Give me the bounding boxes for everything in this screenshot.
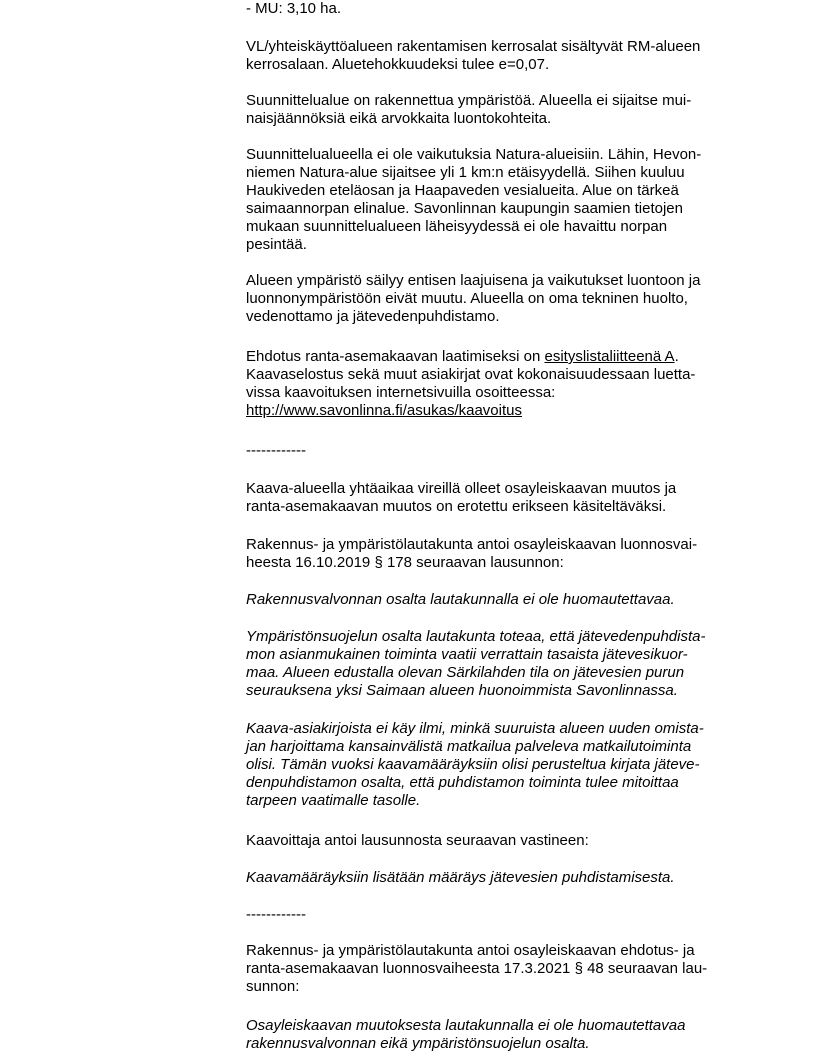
separator-line: ------------: [246, 906, 306, 923]
text-line: rakennusvalvonnan eikä ympäristönsuojelun osalta.: [246, 1035, 590, 1052]
text-line: denpuhdistamon osalta, että puhdistamon toiminta tulee mitoittaa: [246, 774, 679, 791]
text-line: - MU: 3,10 ha.: [246, 0, 342, 17]
area-size-item: [246, 0, 766, 18]
text-line: VL/yhteiskäyttöalueen rakentamisen kerrosalat sisältyvät RM-alueen: [246, 38, 701, 55]
text-line: Rakennus- ja ympäristölautakunta antoi osayleiskaavan luonnosvai-: [246, 536, 698, 553]
planning-website-link[interactable]: http://www.savonlinna.fi/asukas/kaavoitus: [246, 402, 522, 419]
text-line: sunnon:: [246, 978, 300, 995]
text-line: pesintää.: [246, 236, 307, 253]
text-line: mukaan suunnittelualueen läheisyydessä ei ole havaittu norpan: [246, 218, 668, 235]
text-line: vedenottamo ja jätevedenpuhdistamo.: [246, 308, 500, 325]
text-fragment: .: [674, 348, 679, 365]
separator: [246, 906, 766, 924]
text-line: tarpeen vaatimalle tasolle.: [246, 792, 421, 809]
text-line: Haukiveden eteläosan ja Haapaveden vesialueita. Alue on tärkeä: [246, 182, 679, 199]
text-line: mon asianmukainen toiminta vaatii verrattain tasaista jätevesikuor-: [246, 646, 688, 663]
building-control-statement: [246, 591, 766, 609]
text-line: jan harjoittama kansainvälistä matkailua palveleva matkailutoiminta: [246, 738, 692, 755]
proposal-paragraph: [246, 348, 766, 420]
built-environment-paragraph: [246, 92, 766, 128]
text-line: niemen Natura-alue sijaitsee yli 1 km:n etäisyydellä. Siihen kuuluu: [246, 164, 685, 181]
text-line: naisjäännöksiä eikä arvokkaita luontokohteita.: [246, 110, 552, 127]
text-line: Kaava-alueella yhtäaikaa vireillä olleet osayleiskaavan muutos ja: [246, 480, 677, 497]
text-line: Ympäristönsuojelun osalta lautakunta toteaa, että jätevedenpuhdista-: [246, 628, 706, 645]
text-line: maa. Alueen edustalla olevan Särkilahden tila on jätevesien purun: [246, 664, 685, 681]
text-line: Alueen ympäristö säilyy entisen laajuisena ja vaikutukset luontoon ja: [246, 272, 701, 289]
text-line: luonnonympäristöön eivät muutu. Alueella on oma tekninen huolto,: [246, 290, 688, 307]
text-line: heesta 16.10.2019 § 178 seuraavan lausunnon:: [246, 554, 564, 571]
separated-plans-paragraph: [246, 480, 766, 516]
text-line: Rakennus- ja ympäristölautakunta antoi osayleiskaavan ehdotus- ja: [246, 942, 695, 959]
natura-paragraph: [246, 146, 766, 254]
text-line: Kaavamääräyksiin lisätään määräys jätevesien puhdistamisesta.: [246, 869, 675, 886]
text-fragment: Ehdotus ranta-asemakaavan laatimiseksi on: [246, 348, 545, 365]
separator: [246, 442, 766, 460]
master-plan-statement: [246, 1017, 766, 1053]
text-line: Kaava-asiakirjoista ei käy ilmi, minkä suuruista alueen uuden omista-: [246, 720, 704, 737]
text-line: vissa kaavoituksen internetsivuilla osoitteessa:: [246, 384, 556, 401]
board-statement-2019-paragraph: [246, 536, 766, 572]
board-statement-2021-paragraph: [246, 942, 766, 996]
attachment-link[interactable]: esityslistaliitteenä A: [544, 348, 675, 365]
text-line: ranta-asemakaavan luonnosvaiheesta 17.3.2021 § 48 seuraavan lau-: [246, 960, 708, 977]
planner-response: [246, 869, 766, 887]
text-line: seurauksena yksi Saimaan alueen huonoimmista Savonlinnassa.: [246, 682, 678, 699]
environmental-protection-statement: [246, 628, 766, 700]
text-line: saimaannorpan elinalue. Savonlinnan kaupungin saamien tietojen: [246, 200, 683, 217]
text-line: Kaavoittaja antoi lausunnosta seuraavan vastineen:: [246, 832, 589, 849]
text-line: olisi. Tämän vuoksi kaavamääräyksiin olisi perusteltua kirjata jäteve-: [246, 756, 700, 773]
tourism-statement: [246, 720, 766, 810]
text-line: Osayleiskaavan muutoksesta lautakunnalla ei ole huomautettavaa: [246, 1017, 686, 1034]
separator-line: ------------: [246, 442, 306, 459]
environment-paragraph: [246, 272, 766, 326]
text-line: kerrosalaan. Aluetehokkuudeksi tulee e=0,07.: [246, 56, 550, 73]
text-line: [246, 348, 766, 366]
floor-area-paragraph: [246, 38, 766, 74]
text-line: Suunnittelualue on rakennettua ympäristöä. Alueella ei sijaitse mui-: [246, 92, 692, 109]
planner-response-intro: [246, 832, 766, 850]
text-line: Suunnittelualueella ei ole vaikutuksia Natura-alueisiin. Lähin, Hevon-: [246, 146, 702, 163]
text-line: Kaavaselostus sekä muut asiakirjat ovat kokonaisuudessaan luetta-: [246, 366, 696, 383]
text-line: ranta-asemakaavan muutos on erotettu erikseen käsiteltäväksi.: [246, 498, 667, 515]
text-line: [246, 402, 766, 420]
text-line: Rakennusvalvonnan osalta lautakunnalla ei ole huomautettavaa.: [246, 591, 675, 608]
